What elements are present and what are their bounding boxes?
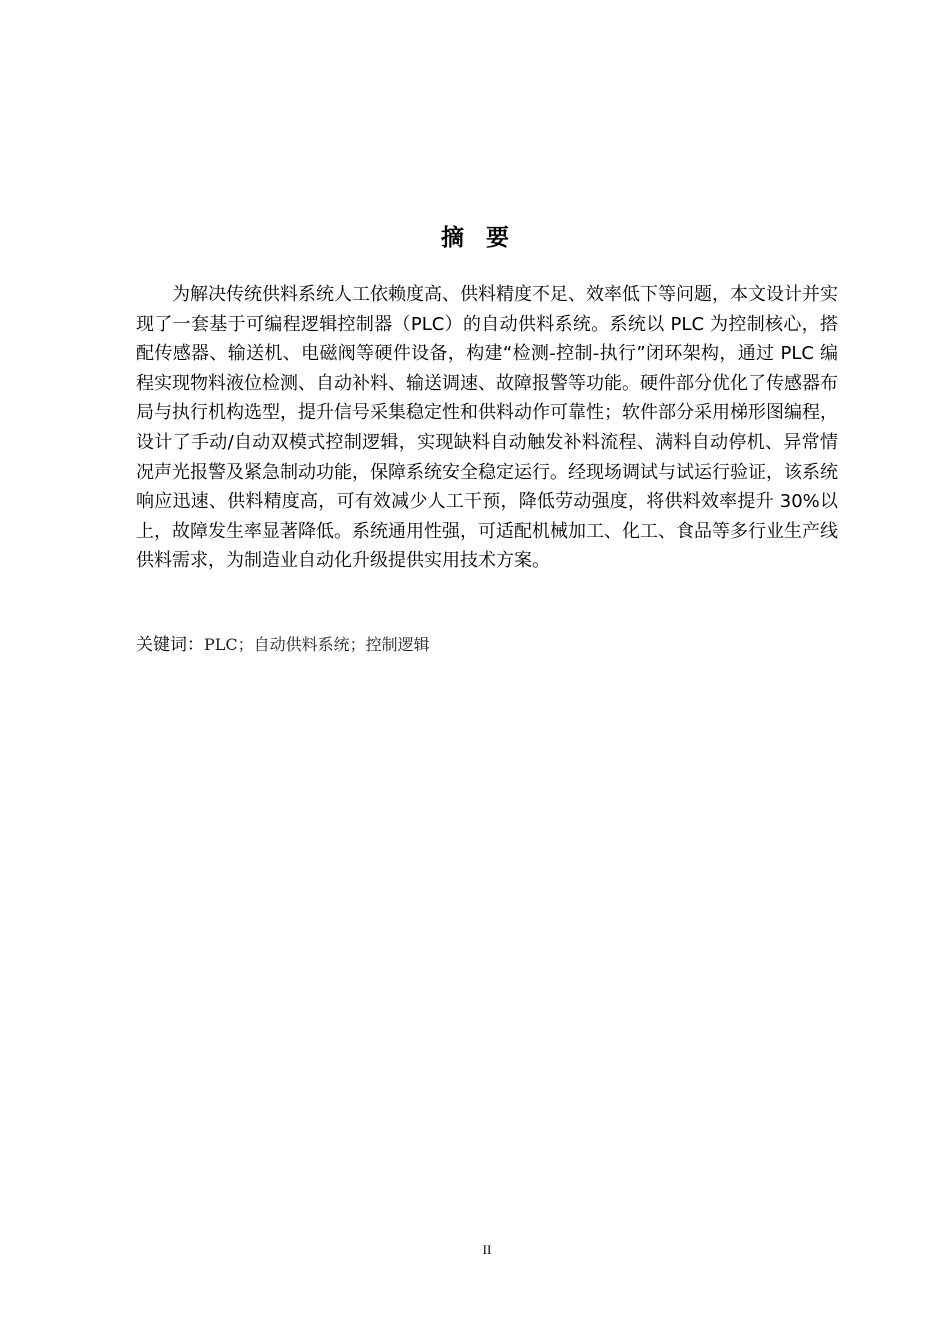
abstract-body: 为解决传统供料系统人工依赖度高、供料精度不足、效率低下等问题，本文设计并实现了一套基于可编程逻辑控制器（PLC）的自动供料系统。系统以 PLC 为控制核心，搭配传感器、输送机、电磁阀等硬件设备，构建“检测-控制-执行”闭环架构，通过 PLC 编程实现物料液位检测、自动补料、输送调速、故障报警等功能。硬件部分优化了传感器布局与执行机构选型，提升信号采集稳定性和供料动作可靠性；软件部分采用梯形图编程，设计了手动/自动双模式控制逻辑，实现缺料自动触发补料流程、满料自动停机、异常情况声光报警及紧急制动功能，保障系统安全稳定运行。经现场调试与试运行验证，该系统响应迅速、供料精度高，可有效减少人工干预，降低劳动强度，将供料效率提升 30%以上，故障发生率显著降低。系统通用性强，可适配机械加工、化工、食品等多行业生产线供料需求，为制造业自动化升级提供实用技术方案。 <box>136 284 838 572</box>
keywords-value: PLC；自动供料系统；控制逻辑 <box>204 635 430 654</box>
abstract-title: 摘要 <box>441 225 531 251</box>
page-number: II <box>482 1242 492 1257</box>
keywords-label: 关键词： <box>136 635 204 655</box>
keywords-line <box>136 631 838 659</box>
